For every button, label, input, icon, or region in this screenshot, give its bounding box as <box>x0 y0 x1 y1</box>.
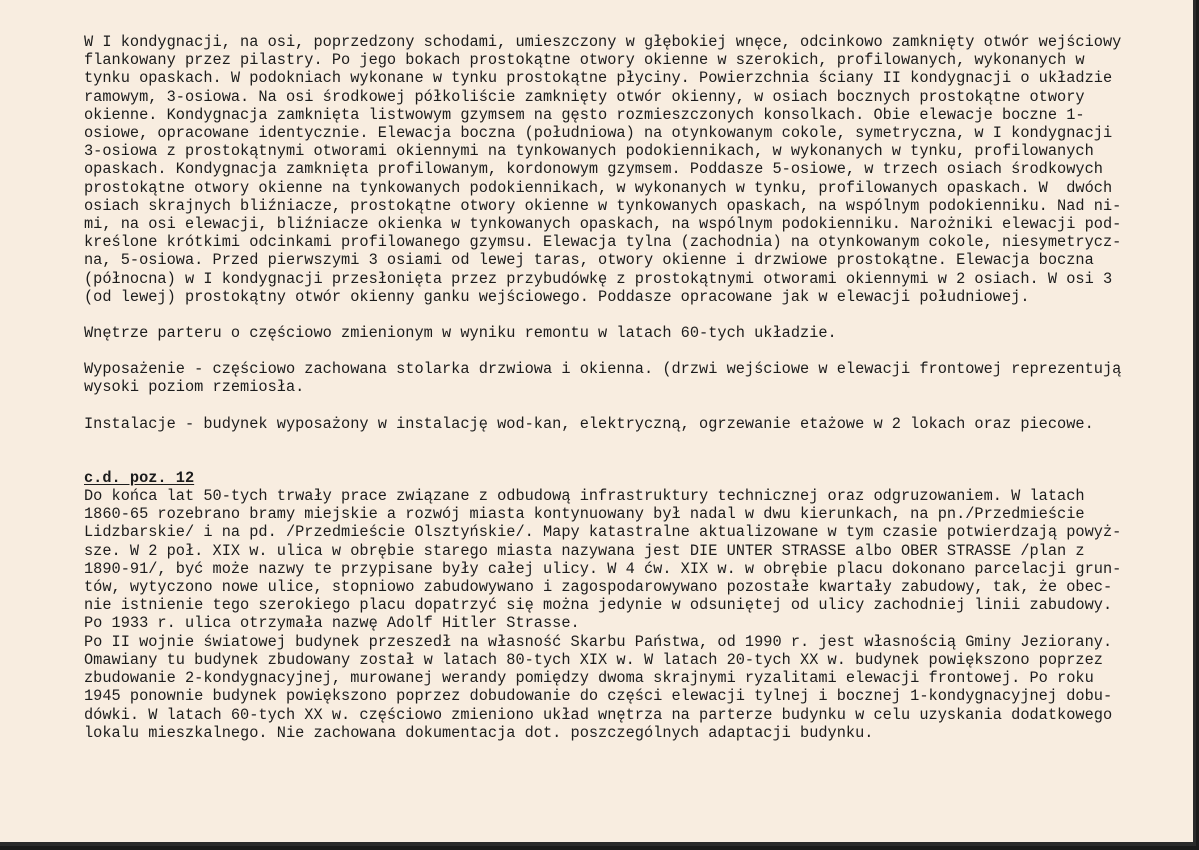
text-line: na, 5-osiowa. Przed pierwszymi 3 osiami od lewej taras, otwory okienne i drzwiowe prostokątne. Elewacja boczna <box>84 251 1094 270</box>
text-line: okienne. Kondygnacja zamknięta listwowym gzymsem na gęsto rozmieszczonych konsolkach. Obie elewacje boczne 1- <box>84 105 1085 124</box>
text-line: 3-osiowa z prostokątnymi otworami okiennymi na tynkowanych podokiennikach, w wykonanych w tynku, profilowanych <box>84 142 1094 161</box>
text-line: Omawiany tu budynek zbudowany został w latach 80-tych XIX w. W latach 20-tych XX w. budynek powiększono poprzez <box>84 650 1103 669</box>
text-line: tynku opaskach. W podokniach wykonane w tynku prostokątne płyciny. Powierzchnia ściany II kondygnacji o układzie <box>84 69 1113 88</box>
text-line: ramowym, 3-osiowa. Na osi środkowej półkoliście zamknięty otwór okienny, w osiach bocznych prostokątne otwory <box>84 87 1085 106</box>
text-line: nie istnienie tego szerokiego placu dopatrzyć się można jedynie w odsuniętej od ulicy zachodniej linii zabudowy. <box>84 596 1113 615</box>
text-line: 1890-91/, być może nazwy te przypisane były całej ulicy. W 4 ćw. XIX w. w obrębie placu dokonano parcelacji grun- <box>84 559 1122 578</box>
text-line: (północna) w I kondygnacji przesłonięta przez przybudówkę z prostokątnymi otworami okiennymi w 2 osiach. W osi 3 <box>84 269 1113 288</box>
text-line: Lidzbarskie/ i na pd. /Przedmieście Olsztyńskie/. Mapy katastralne aktualizowane w tym czasie potwierdzają powyż- <box>84 523 1122 542</box>
text-line: dówki. W latach 60-tych XX w. częściowo zmieniono układ wnętrza na parterze budynku w celu uzyskania dodatkowego <box>84 705 1113 724</box>
text-line: osiowe, opracowane identycznie. Elewacja boczna (południowa) na otynkowanym cokole, symetryczna, w I kondygnacji <box>84 124 1113 143</box>
text-line: kreślone krótkimi odcinkami profilowanego gzymsu. Elewacja tylna (zachodnia) na otynkowanym cokole, niesymetrycz- <box>84 233 1122 252</box>
text-line: Wyposażenie - częściowo zachowana stolarka drzwiowa i okienna. (drzwi wejściowe w elewacji frontowej reprezentują <box>84 360 1122 379</box>
text-line: Po II wojnie światowej budynek przeszedł na własność Skarbu Państwa, od 1990 r. jest własnością Gminy Jeziorany. <box>84 632 1113 651</box>
text-line: lokalu mieszkalnego. Nie zachowana dokumentacja dot. poszczególnych adaptacji budynku. <box>84 723 874 742</box>
text-line: (od lewej) prostokątny otwór okienny ganku wejściowego. Poddasze opracowane jak w elewacji południowej. <box>84 287 1030 306</box>
text-line: opaskach. Kondygnacja zamknięta profilowanym, kordonowym gzymsem. Poddasze 5-osiowe, w trzech osiach środkowych <box>84 160 1103 179</box>
text-line: 1945 ponownie budynek powiększono poprzez dobudowanie do części elewacji tylnej i bocznej 1-kondygnacyjnej dobu- <box>84 687 1113 706</box>
text-line: osiach skrajnych bliźniacze, prostokątne otwory okienne w tynkowanych opaskach, na wspólnym podokienniku. Nad ni- <box>84 196 1122 215</box>
text-line: sze. W 2 poł. XIX w. ulica w obrębie starego miasta nazywana jest DIE UNTER STRASSE albo OBER STRASSE /plan z <box>84 541 1085 560</box>
paragraph-furnishings <box>84 360 1164 396</box>
text-line: wysoki poziom rzemiosła. <box>84 378 305 397</box>
text-line: Po 1933 r. ulica otrzymała nazwę Adolf Hitler Strasse. <box>84 614 580 633</box>
text-line: Do końca lat 50-tych trwały prace związane z odbudową infrastruktury technicznej oraz odgruzowaniem. W latach <box>84 487 1085 506</box>
document-body <box>84 33 1164 742</box>
paragraph-installations <box>84 415 1164 433</box>
text-line: prostokątne otwory okienne na tynkowanych podokiennikach, w wykonanych w tynku, profilowanych opaskach. W dwóch <box>84 178 1113 197</box>
paragraph-interior <box>84 324 1164 342</box>
text-line: tów, wytyczono nowe ulice, stopniowo zabudowywano i zagospodarowywano pozostałe kwartały zabudowy, tak, że obec- <box>84 578 1113 597</box>
paragraph-history <box>84 487 1164 742</box>
text-line: flankowany przez pilastry. Po jego bokach prostokątne otwory okienne w szerokich, profilowanych, wykonanych w <box>84 51 1085 70</box>
section-heading: c.d. poz. 12 <box>84 468 195 487</box>
text-line: mi, na osi elewacji, bliźniacze okienka w tynkowanych opaskach, na wspólnym podokienniku. Narożniki elewacji pod- <box>84 215 1122 234</box>
text-line: zbudowanie 2-kondygnacyjnej, murowanej werandy pomiędzy dwoma skrajnymi ryzalitami elewacji frontowej. Po roku <box>84 669 1094 688</box>
section-spacer <box>84 433 1164 469</box>
text-line: W I kondygnacji, na osi, poprzedzony schodami, umieszczony w głębokiej wnęce, odcinkowo zamknięty otwór wejściowy <box>84 33 1122 51</box>
text-line: Wnętrze parteru o częściowo zmienionym w wyniku remontu w latach 60-tych układzie. <box>84 324 837 343</box>
paragraph-spacer <box>84 397 1164 415</box>
paragraph-spacer <box>84 306 1164 324</box>
text-line: 1860-65 rozebrano bramy miejskie a rozwój miasta kontynuowany był nadal w dwu kierunkach, na pn./Przedmieście <box>84 505 1085 524</box>
paragraph-spacer <box>84 342 1164 360</box>
text-line: Instalacje - budynek wyposażony w instalację wod-kan, elektryczną, ogrzewanie etażowe w 2 lokach oraz piecowe. <box>84 414 1094 433</box>
paragraph-facades <box>84 33 1164 306</box>
